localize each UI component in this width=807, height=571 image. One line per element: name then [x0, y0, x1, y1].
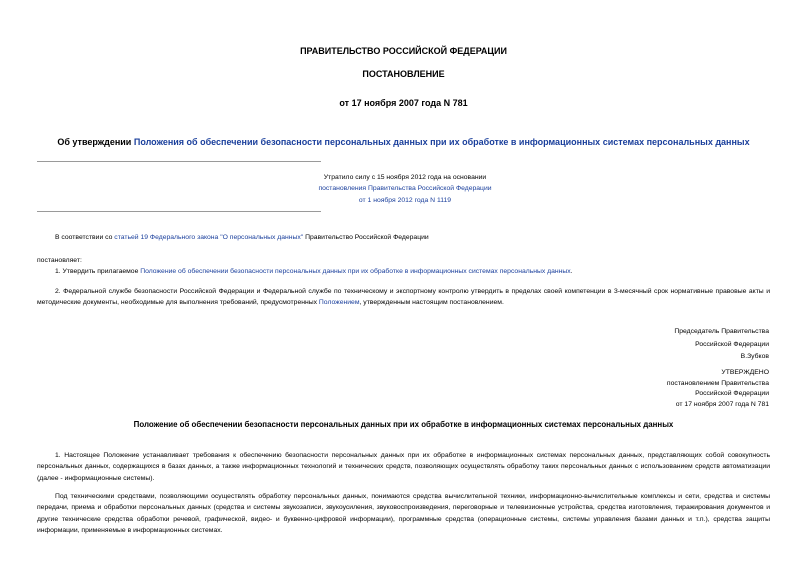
title-link[interactable]: Положения об обеспечении безопасности персональных данных при их обработке в информационных системах персональных данных — [133, 137, 750, 147]
expired-link-decree[interactable]: постановления Правительства Российской Федерации — [318, 185, 492, 193]
item1-prefix: 1. Утвердить прилагаемое — [55, 268, 141, 275]
approved-country: Российской Федерации — [695, 390, 769, 397]
approved-date: от 17 ноября 2007 года N 781 — [675, 400, 769, 408]
document-title — [0, 137, 807, 147]
approved-by: постановлением Правительства — [666, 379, 769, 387]
approved-block — [500, 368, 769, 410]
preamble-prefix: В соответствии со — [55, 234, 115, 241]
signature-block — [500, 326, 769, 364]
item1-suffix: . — [570, 268, 573, 275]
government-heading: ПРАВИТЕЛЬСТВО РОССИЙСКОЙ ФЕДЕРАЦИИ — [300, 46, 507, 56]
document-date: от 17 ноября 2007 года N 781 — [339, 98, 468, 108]
expired-note — [250, 172, 560, 206]
item2-suffix: , утвержденным настоящим постановлением. — [359, 299, 504, 307]
expired-link-date[interactable]: от 1 ноября 2012 года N 1119 — [358, 196, 452, 204]
bottom-divider — [37, 211, 321, 212]
approved-label: УТВЕРЖДЕНО — [721, 369, 769, 376]
decree-word: постановляет: — [37, 257, 82, 264]
preamble-suffix: Правительство Российской Федерации — [303, 234, 429, 241]
document-type: ПОСТАНОВЛЕНИЕ — [362, 69, 445, 79]
item2-text: 2. Федеральной службе безопасности Российской Федерации и Федеральной службе по техническому и экспортному контролю утвердить в пределах своей компетенции в 3-месячный срок нормативные правовые акты и методические документы, необходимые для выполнения требований, предусмотренных — [37, 288, 770, 307]
signature-position: Председатель Правительства — [674, 328, 769, 335]
top-divider — [37, 161, 321, 162]
regulation-title: Положение об обеспечении безопасности персональных данных при их обработке в информационных системах персональных данных — [133, 420, 674, 429]
expired-line: Утратило силу с 15 ноября 2012 года на основании — [323, 174, 487, 181]
item1-regulation-link[interactable]: Положение об обеспечении безопасности персональных данных при их обработке в информационных системах персональных данных — [140, 268, 571, 275]
regulation-paragraph-1: 1. Настоящее Положение устанавливает требования к обеспечению безопасности персональных данных при их обработке в информационных системах персональных данных, представляющих собой совокупность персональных данных, содержащихся в базах данных, а также информационных технологий и технических средств, позволяющих осуществлять обработку таких персональных данных с использованием средств автоматизации (далее - информационные системы). — [37, 452, 770, 482]
decree-item-1 — [55, 266, 573, 277]
title-prefix: Об утверждении — [57, 137, 134, 147]
signature-country: Российской Федерации — [695, 340, 769, 348]
item2-regulation-link[interactable]: Положением — [318, 299, 360, 307]
regulation-paragraph-2: Под техническими средствами, позволяющими осуществлять обработку персональных данных, понимаются средства вычислительной техники, информационно-вычислительные комплексы и сети, средства и системы передачи, приема и обработки персональных данных (средства и системы звукозаписи, звукоусиления, звуковоспроизведения, переговорные и телевизионные устройства, средства изготовления, тиражирования документов и другие технические средства обработки речевой, графической, видео- и буквенно-цифровой информации), программные средства (операционные системы, системы управления базами данных и т.п.), средства защиты информации, применяемые в информационных системах. — [37, 493, 770, 535]
decree-item-2 — [37, 286, 770, 309]
signature-name: В.Зубков — [740, 353, 769, 360]
preamble-law-link[interactable]: статьей 19 Федерального закона "О персональных данных" — [114, 234, 304, 241]
preamble — [55, 232, 429, 243]
